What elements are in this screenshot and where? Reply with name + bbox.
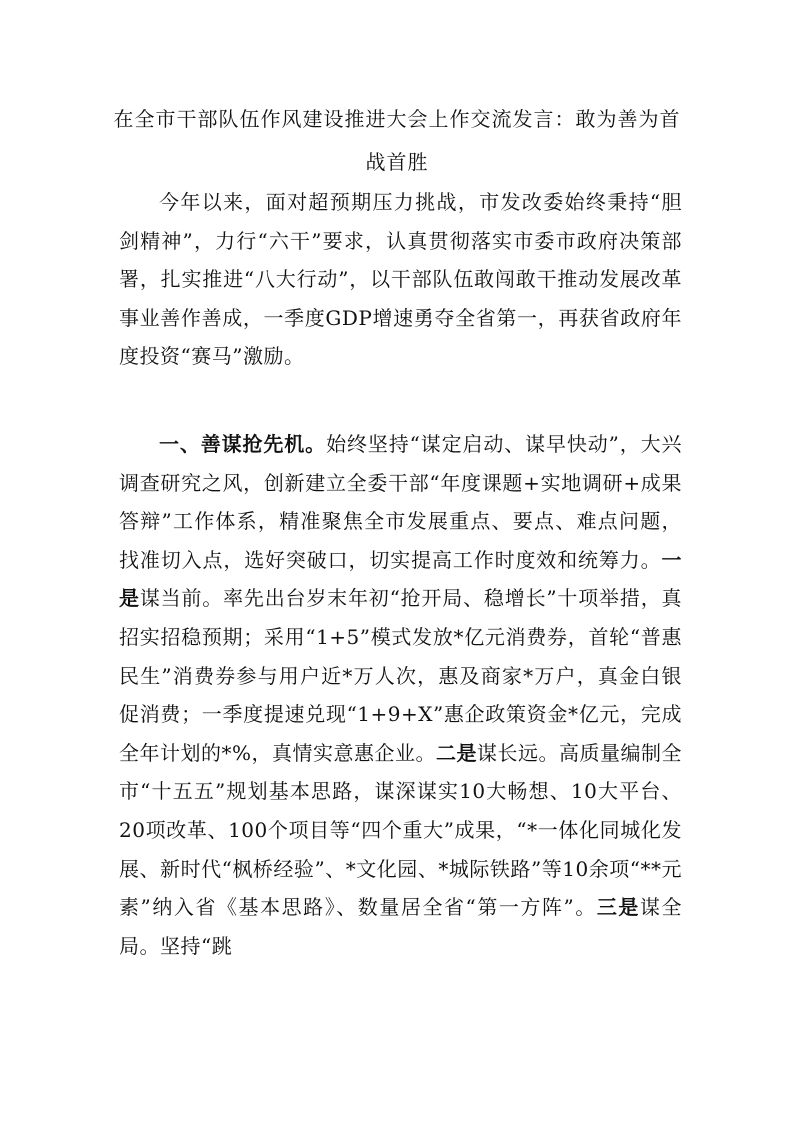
item-two-text: 谋长远。高质量编制全市“十五五”规划基本思路，谋深谋实10大畅想、10大平台、20项改革、100个项目等“四个重大”成果，“*一体化同城化发展、新时代“枫桥经验”、*文化园、*城际铁路”等10余项“**元素”纳入省《基本思路》、数量居全省“第一方阵”。 (119, 740, 683, 920)
section-one-heading: 一、善谋抢先机。 (159, 432, 327, 456)
item-one-label: 一是 (119, 547, 682, 611)
document-title: 在全市干部队伍作风建设推进大会上作交流发言：敢为善为首战首胜 (113, 107, 681, 174)
section-one-intro: 始终坚持“谋定启动、谋早快动”，大兴调查研究之风，创新建立全委干部“年度课题+实地调研+成果答辩”工作体系，精准聚焦全市发展重点、要点、难点问题，找准切入点，选好突破口，切实提高工作时度效和统筹力。 (119, 432, 683, 572)
section-one-paragraph (119, 425, 682, 965)
item-two-label: 二是 (436, 740, 478, 765)
intro-paragraph-text: 今年以来，面对超预期压力挑战，市发改委始终秉持“胆剑精神”，力行“六干”要求，认真贯彻落实市委市政府决策部署，扎实推进“八大行动”，以干部队伍敢闯敢干推动发展改革事业善作善成，一季度GDP增速勇夺全省第一，再获省政府年度投资“赛马”激励。 (119, 190, 682, 369)
item-three-label: 三是 (596, 895, 640, 920)
item-three-text: 谋全局。坚持“跳 (119, 895, 683, 958)
item-one-text: 谋当前。率先出台岁末年初“抢开局、稳增长”十项举措，真招实招稳预期；采用“1+5”模式发放*亿元消费券，首轮“普惠民生”消费券参与用户近*万人次，惠及商家*万户，真金白银促消费；一季度提速兑现“1+9+X”惠企政策资金*亿元，完成全年计划的*%，真情实意惠企业。 (119, 586, 683, 765)
intro-paragraph (119, 183, 682, 376)
